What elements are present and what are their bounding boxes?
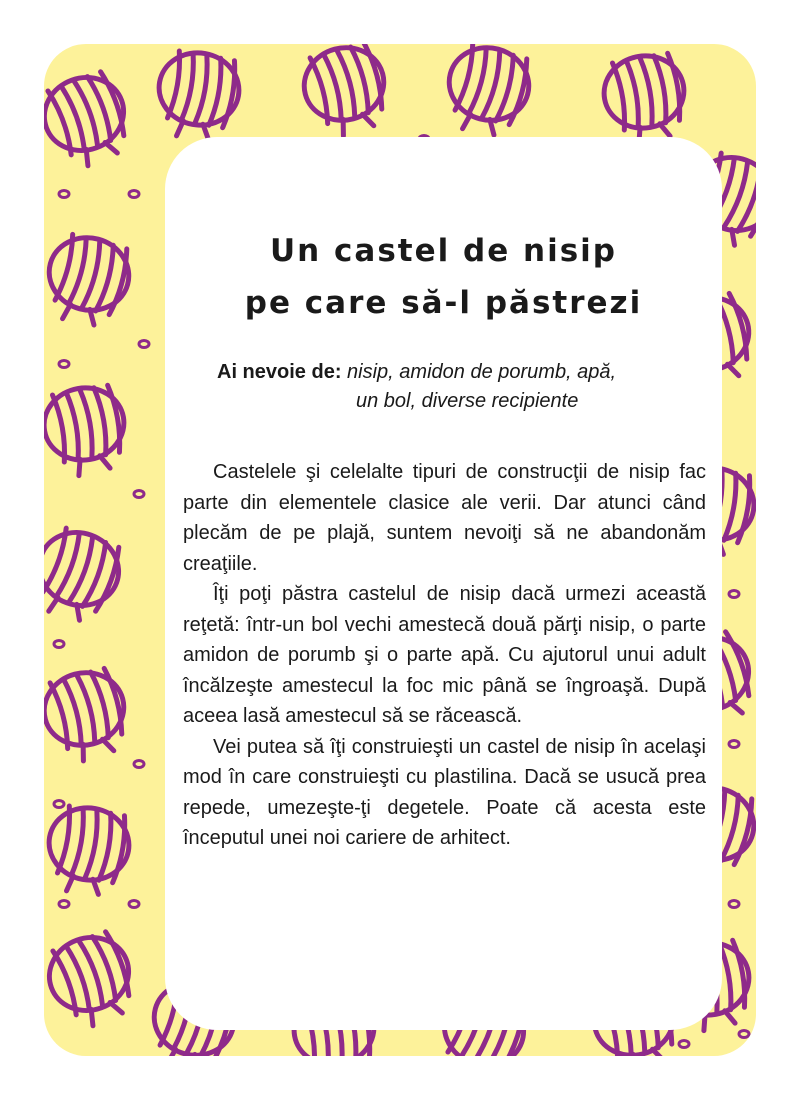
dot-icon (729, 901, 739, 908)
content-panel (165, 137, 722, 1030)
seashell-icon (437, 44, 537, 143)
dot-icon (134, 761, 144, 768)
dot-icon (129, 191, 139, 198)
dot-icon (679, 1041, 689, 1048)
card-title (165, 225, 722, 329)
paragraph-2: Îţi poţi păstra castelul de nisip dacă urmezi această reţetă: într-un bol vechi amestecă două părţi nisip, o parte amidon de porumb şi o parte apă. Cu ajutorul unui adult încălzeşte amestecul la foc mic până se îngroaşă. După aceea lasă amestecul să se răcească. (183, 583, 706, 727)
materials-label: Ai nevoie de: (217, 361, 342, 383)
paragraph-3: Vei putea să îţi construieşti un castel de nisip în acelaşi mod în care construieşti cu plastilina. Dacă se usucă prea repede, umezeşte-ţi degetele. Poate că acesta este începutul unei noi cariere de arhitect. (183, 735, 706, 849)
dot-icon (59, 901, 69, 908)
seashell-icon (296, 44, 396, 143)
title-line-2: pe care să-l păstrezi (244, 285, 643, 321)
materials-list (217, 358, 697, 416)
dot-icon (729, 591, 739, 598)
instructions-text (183, 457, 706, 854)
recipe-card (44, 44, 756, 1056)
dot-icon (139, 341, 149, 348)
seashell-icon (44, 664, 136, 768)
seashell-icon (151, 47, 245, 146)
seashell-icon (44, 521, 129, 629)
dot-icon (54, 801, 64, 808)
paragraph-1: Castelele şi celelalte tipuri de construcţii de nisip fac parte din elementele clasice ale verii. Dar atunci când plecăm de pe plajă, suntem nevoiţi să ne abandonăm creaţiile. (183, 461, 706, 575)
dot-icon (739, 1031, 749, 1038)
dot-icon (134, 491, 144, 498)
title-line-1: Un castel de nisip (269, 233, 617, 269)
materials-line-2: un bol, diverse recipiente (356, 390, 579, 412)
materials-line-1: nisip, amidon de porumb, apă, (347, 361, 617, 383)
seashell-icon (44, 66, 139, 174)
dot-icon (729, 741, 739, 748)
dot-icon (54, 641, 64, 648)
dot-icon (59, 361, 69, 368)
seashell-icon (44, 802, 135, 901)
seashell-icon (44, 926, 144, 1034)
dot-icon (129, 901, 139, 908)
seashell-icon (44, 382, 132, 481)
dot-icon (59, 191, 69, 198)
seashell-icon (598, 50, 692, 149)
seashell-icon (44, 229, 137, 333)
